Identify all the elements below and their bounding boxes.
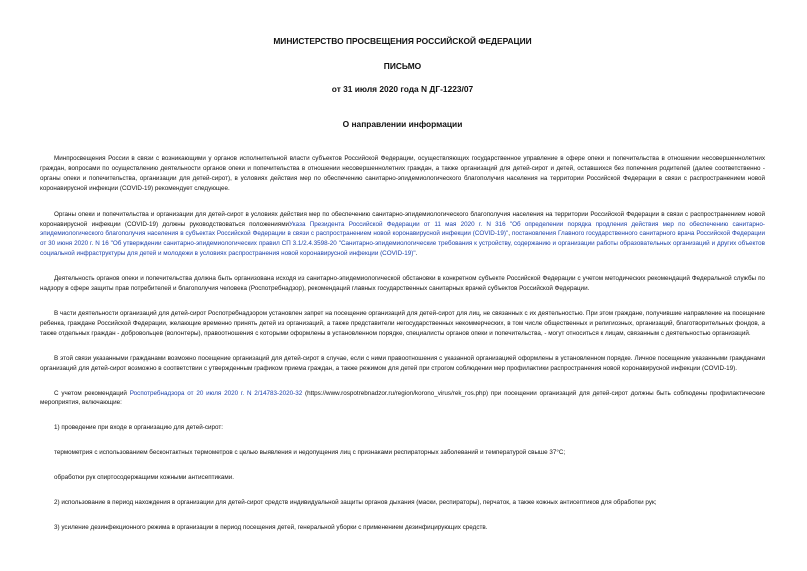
- doc-date-number: от 31 июля 2020 года N ДГ-1223/07: [331, 84, 474, 94]
- list-item-thermometry: термометрия с использованием бесконтактных термометров с целью выявления и недопущения лиц с признаками респираторных заболеваний и температурой свыше 37°С;: [54, 449, 566, 457]
- separator-text: ,: [508, 230, 512, 238]
- list-item-hand-treatment: обработки рук спиртосодержащими кожными антисептиками.: [54, 474, 234, 482]
- list-item-3: 3) усиление дезинфекционного режима в организации в период посещения детей, генеральной уборки с применением дезинфицирующих средств.: [54, 523, 488, 531]
- doc-subject: О направлении информации: [342, 119, 463, 129]
- paragraph-regulations: [40, 210, 765, 260]
- paragraph-visits-allowed: В этой связи указанными гражданами возможно посещение организаций для детей-сирот в случае, если с ними правоотношения с указанной организацией оформлены в установленном порядке. Личное посещение указанными гражданами организаций для детей-сирот возможно в соответствии с утвержденным графиком приема граждан, а также режимом для детей при строгом соблюдении мер профилактики распространения новой коронавирусной инфекции (COVID-19).: [40, 354, 765, 372]
- paragraph-end: .: [415, 250, 418, 258]
- list-item-1: 1) проведение при входе в организацию для детей-сирот:: [54, 424, 224, 432]
- recommendations-rest: (https://www.rospotrebnadzor.ru/region/korono_virus/rek_ros.php) при посещении организаций для детей-сирот должны быть соблюдены профилактические мероприятия, включающие:: [40, 389, 766, 407]
- recommendations-lead: С учетом рекомендаций: [54, 389, 130, 397]
- paragraph-regulations-text: Органы опеки и попечительства и организации для детей-сирот в условиях действия мер по обеспечению санитарно-эпидемиологического благополучия населения на территории Российской Федерации в связи с распространением новой коронавирусной инфекции (COVID-19) должны руководствоваться положениями: [40, 210, 765, 228]
- decree-link[interactable]: Указа Президента Российской Федерации от 11 мая 2020 г. N 316 "Об определении порядка продления действия мер по обеспечению санитарно-эпидемиологического благополучия населения в субъектах Российской Федерации в связи с распространением новой коронавирусной инфекции (COVID-19)": [40, 220, 765, 238]
- paragraph-visits-ban: В части деятельности организаций для детей-сирот Роспотребнадзором установлен запрет на посещение организаций для детей-сирот для лиц, не связанных с их деятельностью. При этом граждане, получившие направление на посещение ребенка, граждане Российской Федерации, желающие временно принять детей из организаций, а также представители негосударственных некоммерческих, в том числе общественных и религиозных, организаций, благотворительных фондов, а также отдельных граждан - добровольцев (волонтеры), правоотношения с которыми оформлены в установленном порядке, специалисты органов опеки и попечительства, - могут относиться к лицам, связанным с деятельностью организаций.: [40, 309, 765, 337]
- rospotrebnadzor-link[interactable]: Роспотребнадзора от 20 июля 2020 г. N 2/14783-2020-32: [129, 389, 303, 397]
- list-item-2: 2) использование в период нахождения в организации для детей-сирот средств индивидуальной защиты органов дыхания (маски, респираторы), перчаток, а также кожных антисептиков для обработки рук;: [54, 499, 657, 507]
- ministry-title: МИНИСТЕРСТВО ПРОСВЕЩЕНИЯ РОССИЙСКОЙ ФЕДЕРАЦИИ: [273, 36, 532, 46]
- paragraph-activity: Деятельность органов опеки и попечительства должна быть организована исходя из санитарно-эпидемиологической обстановки в конкретном субъекте Российской Федерации с учетом методических рекомендаций Федеральной службы по надзору в сфере защиты прав потребителей и благополучия человека (Роспотребнадзор), рекомендаций главных государственных санитарных врачей субъектов Российской Федерации.: [40, 275, 765, 293]
- paragraph-intro: Минпросвещения России в связи с возникающими у органов исполнительной власти субъектов Российской Федерации, осуществляющих государственное управление в сфере опеки и попечительства в отношении несовершеннолетних граждан, вопросами по осуществлению деятельности органов опеки и попечительства в отношении несовершеннолетних граждан, а также организаций для детей-сирот и детей, оставшихся без попечения родителей (далее соответственно - органы опеки и попечительства, организации для детей-сирот), в условиях действия мер по обеспечению санитарно-эпидемиологического благополучия населения на территории Российской Федерации в связи с распространением новой коронавирусной инфекции (COVID-19) рекомендует следующее.: [40, 155, 765, 192]
- paragraph-recommendations: [40, 389, 765, 409]
- doc-type: ПИСЬМО: [383, 61, 422, 71]
- resolution-link[interactable]: постановления Главного государственного санитарного врача Российской Федерации от 30 июня 2020 г. N 16 "Об утверждении санитарно-эпидемиологических правил СП 3.1/2.4.3598-20 "Санитарно-эпидемиологические требования к устройству, содержанию и организации работы образовательных организаций и других объектов социальной инфраструктуры для детей и молодежи в условиях распространения новой коронавирусной инфекции (COVID-19)": [40, 230, 766, 258]
